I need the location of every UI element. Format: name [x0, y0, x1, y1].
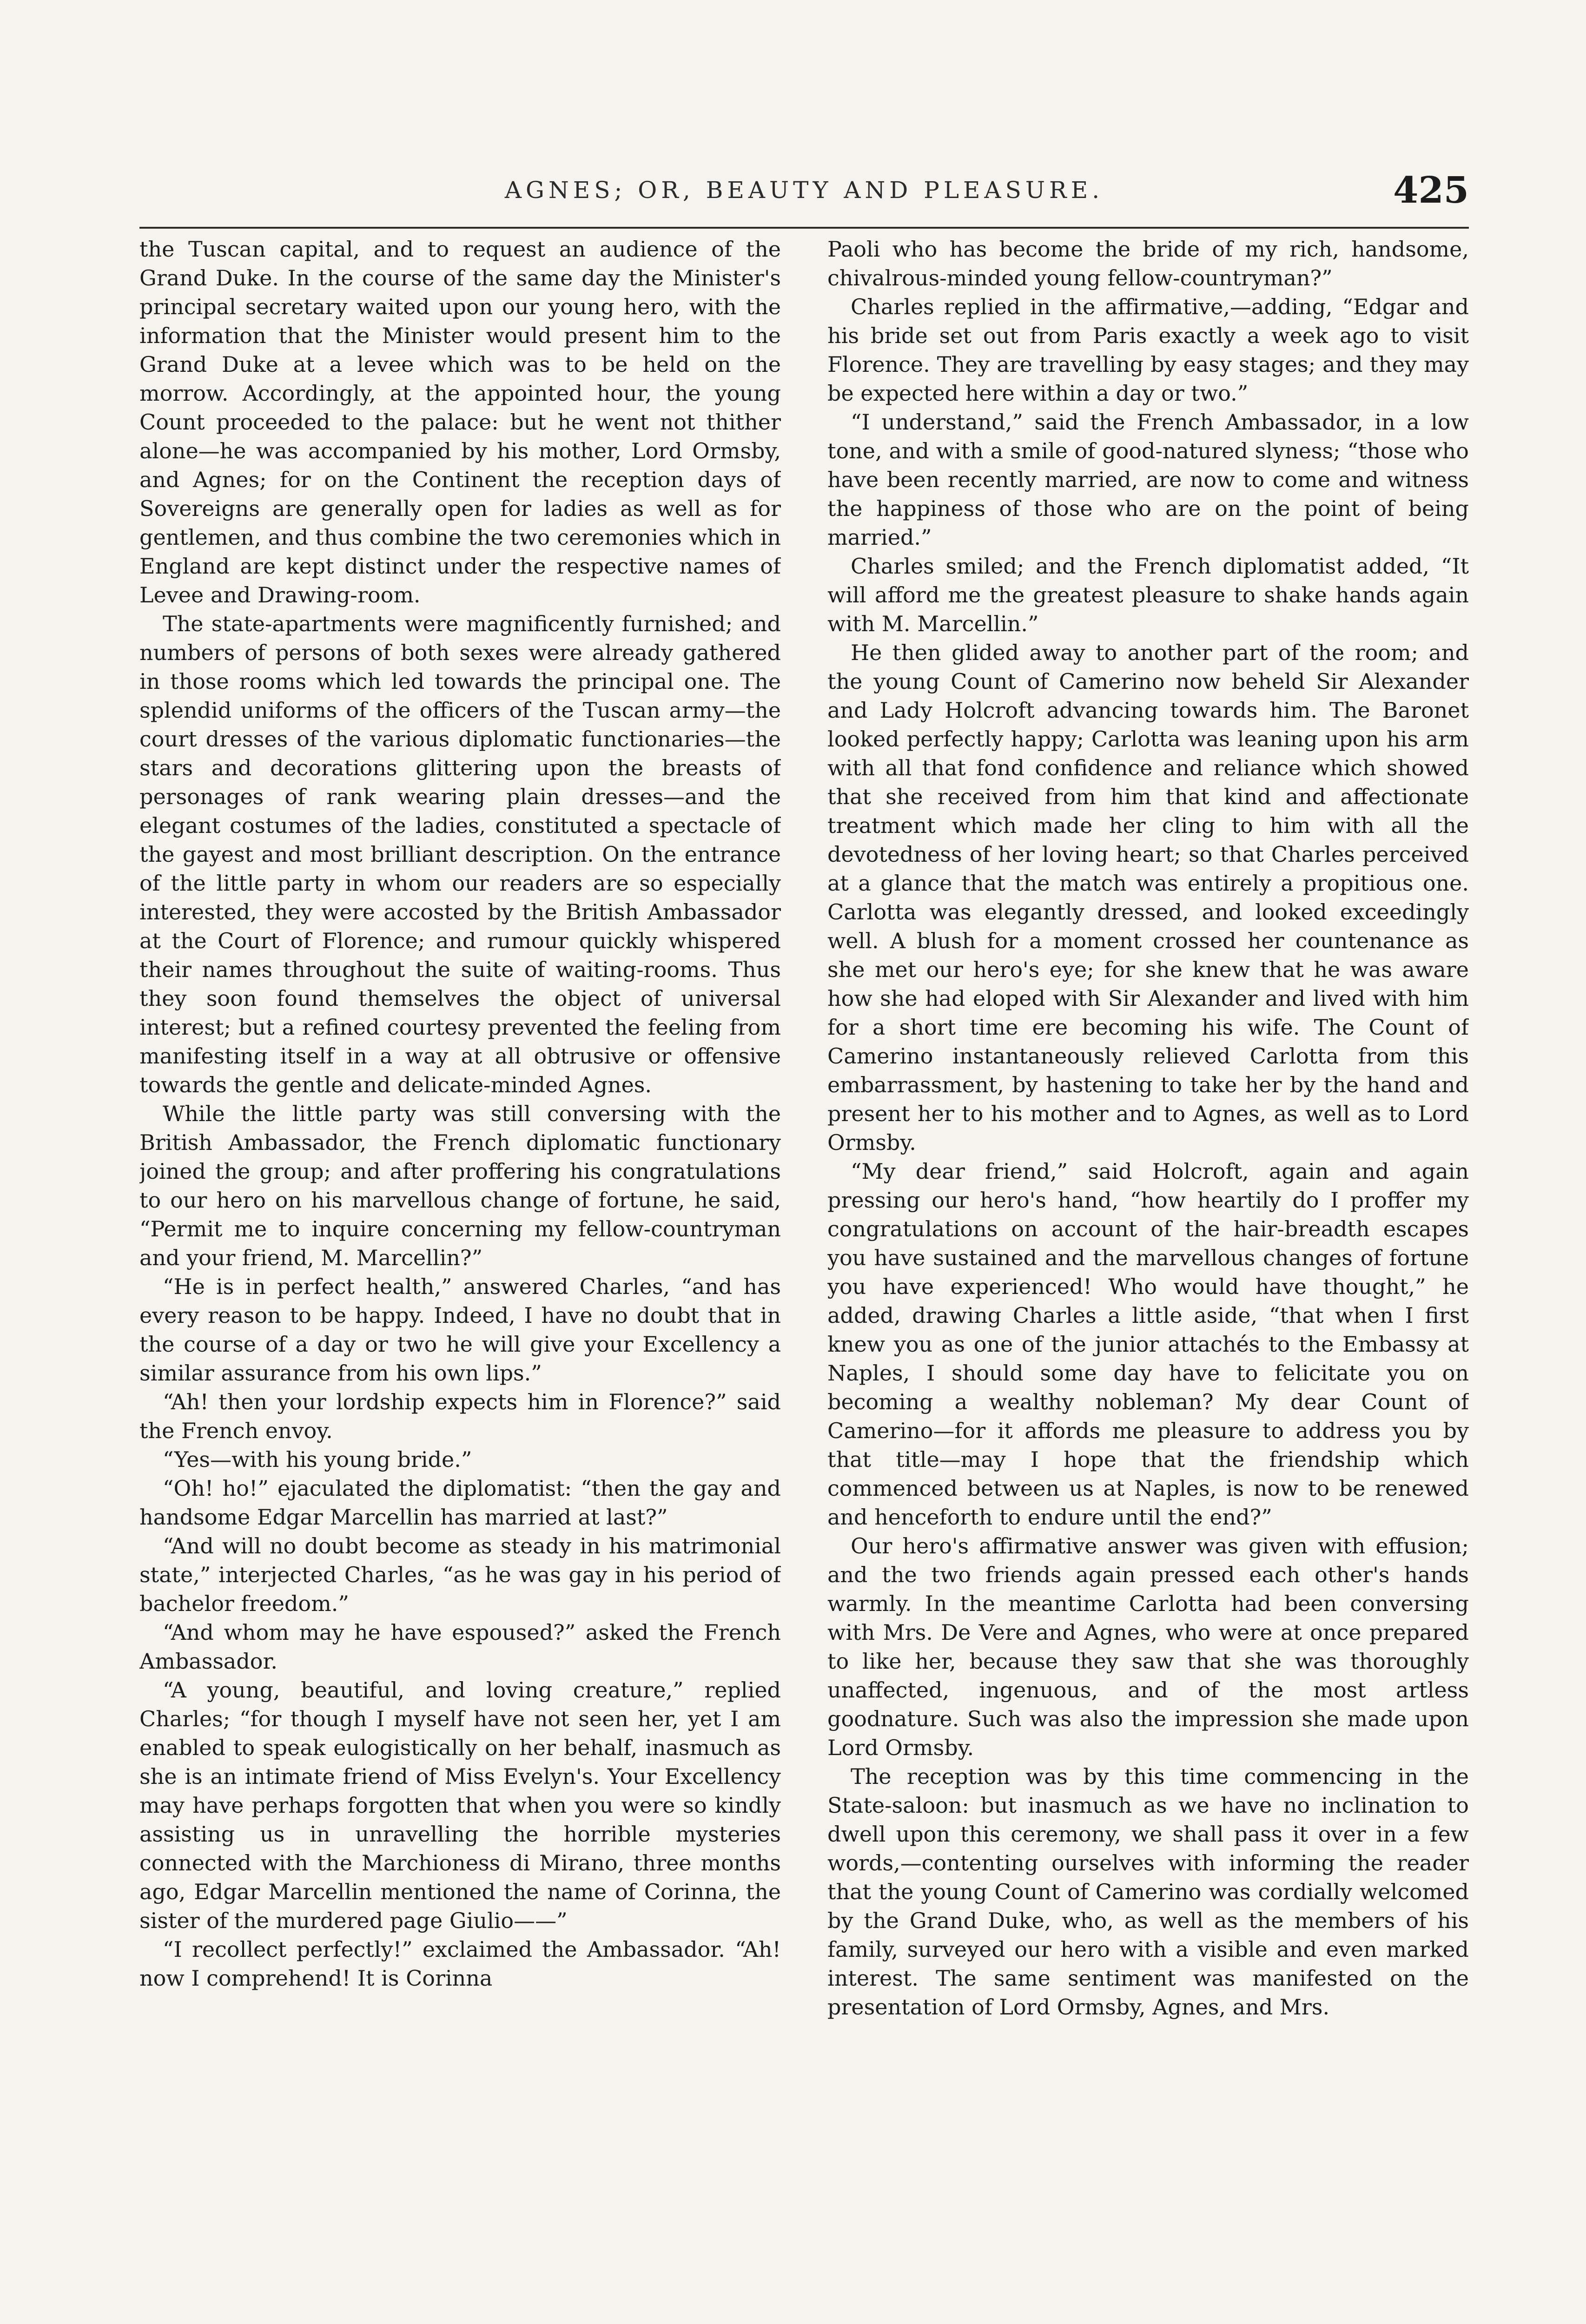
paragraph: Charles smiled; and the French diplomatist added, “It will afford me the greatest pleasure to shake hands again with M. Marcellin.”	[827, 554, 1469, 636]
paragraph: Paoli who has become the bride of my rich, handsome, chivalrous-minded young fellow-countryman?”	[827, 237, 1469, 290]
header-rule	[139, 227, 1469, 229]
left-column	[139, 235, 781, 2308]
paragraph: “A young, beautiful, and loving creature,” replied Charles; “for though I myself have not seen her, yet I am enabled to speak eulogistically on her behalf, inasmuch as she is an intimate friend of Miss Evelyn's. Your Excellency may have perhaps forgotten that when you were so kindly assisting us in unravelling the horrible mysteries connected with the Marchioness di Mirano, three months ago, Edgar Marcellin mentioned the name of Corinna, the sister of the murdered page Giulio——”	[139, 1677, 781, 1933]
paragraph: “And whom may he have espoused?” asked the French Ambassador.	[139, 1620, 781, 1674]
paragraph: While the little party was still conversing with the British Ambassador, the French diplomatic functionary joined the group; and after proffering his congratulations to our hero on his marvellous change of fortune, he said, “Permit me to inquire concerning my fellow-countryman and your friend, M. Marcellin?”	[139, 1101, 781, 1270]
paragraph: “And will no doubt become as steady in his matrimonial state,” interjected Charles, “as he was gay in his period of bachelor freedom.”	[139, 1533, 781, 1616]
paragraph: “I recollect perfectly!” exclaimed the Ambassador. “Ah! now I comprehend! It is Corinna	[139, 1937, 781, 1991]
right-column	[827, 235, 1469, 2308]
page-number: 425	[1393, 169, 1469, 211]
page-header	[139, 167, 1469, 218]
paragraph: The reception was by this time commencing in the State-saloon: but inasmuch as we have no inclination to dwell upon this ceremony, we shall pass it over in a few words,—contenting ourselves with informing the reader that the young Count of Camerino was cordially welcomed by the Grand Duke, who, as well as the members of his family, surveyed our hero with a visible and even marked interest. The same sentiment was manifested on the presentation of Lord Ormsby, Agnes, and Mrs.	[827, 1764, 1469, 2020]
running-title: AGNES; OR, BEAUTY AND PLEASURE.	[504, 177, 1104, 204]
paragraph: Our hero's affirmative answer was given with effusion; and the two friends again pressed each other's hands warmly. In the meantime Carlotta had been conversing with Mrs. De Vere and Agnes, who were at once prepared to like her, because they saw that she was thoroughly unaffected, ingenuous, and of the most artless goodnature. Such was also the impression she made upon Lord Ormsby.	[827, 1533, 1469, 1760]
paragraph: “My dear friend,” said Holcroft, again and again pressing our hero's hand, “how heartily do I proffer my congratulations on account of the hair-breadth escapes you have sustained and the marvellous changes of fortune you have experienced! Who would have thought,” he added, drawing Charles a little aside, “that when I first knew you as one of the junior attachés to the Embassy at Naples, I should some day have to felicitate you on becoming a wealthy nobleman? My dear Count of Camerino—for it affords me pleasure to address you by that title—may I hope that the friendship which commenced between us at Naples, is now to be renewed and henceforth to endure until the end?”	[827, 1159, 1469, 1530]
paragraph: The state-apartments were magnificently furnished; and numbers of persons of both sexes were already gathered in those rooms which led towards the principal one. The splendid uniforms of the officers of the Tuscan army—the court dresses of the various diplomatic functionaries—the stars and decorations glittering upon the breasts of personages of rank wearing plain dresses—and the elegant costumes of the ladies, constituted a spectacle of the gayest and most brilliant description. On the entrance of the little party in whom our readers are so especially interested, they were accosted by the British Ambassador at the Court of Florence; and rumour quickly whispered their names throughout the suite of waiting-rooms. Thus they soon found themselves the object of universal interest; but a refined courtesy prevented the feeling from manifesting itself in a way at all obtrusive or offensive towards the gentle and delicate-minded Agnes.	[139, 611, 781, 1097]
paragraph: “Oh! ho!” ejaculated the diplomatist: “then the gay and handsome Edgar Marcellin has married at last?”	[139, 1476, 781, 1530]
paragraph: “He is in perfect health,” answered Charles, “and has every reason to be happy. Indeed, I have no doubt that in the course of a day or two he will give your Excellency a similar assurance from his own lips.”	[139, 1274, 781, 1386]
paragraph: “Yes—with his young bride.”	[163, 1447, 472, 1472]
paragraph: the Tuscan capital, and to request an audience of the Grand Duke. In the course of the same day the Minister's principal secretary waited upon our young hero, with the information that the Minister would present him to the Grand Duke at a levee which was to be held on the morrow. Accordingly, at the appointed hour, the young Count proceeded to the palace: but he went not thither alone—he was accompanied by his mother, Lord Ormsby, and Agnes; for on the Continent the reception days of Sovereigns are generally open for ladies as well as for gentlemen, and thus combine the two ceremonies which in England are kept distinct under the respective names of Levee and Drawing-room.	[139, 237, 781, 607]
paragraph: Charles replied in the affirmative,—adding, “Edgar and his bride set out from Paris exactly a week ago to visit Florence. They are travelling by easy stages; and they may be expected here within a day or two.”	[827, 294, 1469, 406]
paragraph: “I understand,” said the French Ambassador, in a low tone, and with a smile of good-natured slyness; “those who have been recently married, are now to come and witness the happiness of those who are on the point of being married.”	[827, 409, 1469, 550]
paragraph: “Ah! then your lordship expects him in Florence?” said the French envoy.	[139, 1389, 781, 1443]
paragraph: He then glided away to another part of the room; and the young Count of Camerino now beheld Sir Alexander and Lady Holcroft advancing towards him. The Baronet looked perfectly happy; Carlotta was leaning upon his arm with all that fond confidence and reliance which showed that she received from him that kind and affectionate treatment which made her cling to him with all the devotedness of her loving heart; so that Charles perceived at a glance that the match was entirely a propitious one. Carlotta was elegantly dressed, and looked exceedingly well. A blush for a moment crossed her countenance as she met our hero's eye; for she knew that he was aware how she had eloped with Sir Alexander and lived with him for a short time ere becoming his wife. The Count of Camerino instantaneously relieved Carlotta from this embarrassment, by hastening to take her by the hand and present her to his mother and to Agnes, as well as to Lord Ormsby.	[827, 640, 1469, 1155]
